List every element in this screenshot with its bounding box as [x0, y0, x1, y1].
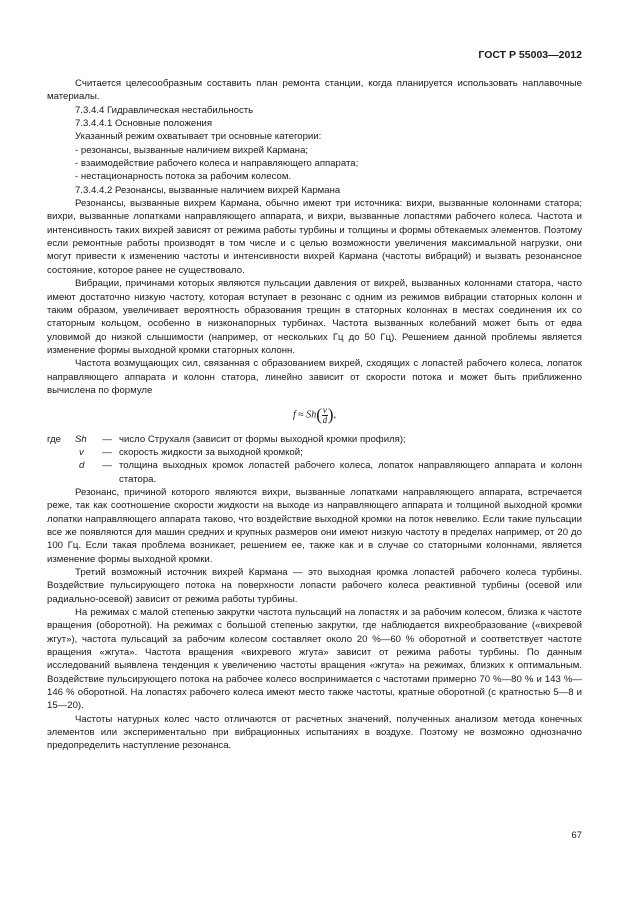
paragraph: Частоты натурных колес часто отличаются от расчетных значений, полученных анализом метода конечных элементов или экспериментально при вибрационных испытаниях в воздухе. Поэтому не возможно однозначно предопределить наступление резонанса. — [47, 713, 582, 752]
section-heading: 7.3.4.4 Гидравлическая нестабильность — [75, 104, 254, 116]
paragraph: Вибрации, причинами которых являются пульсации давления от вихрей, вызванных колоннами статора, часто имеют достаточно низкую частоту, которая вступает в резонанс с одним из режимов вибрации статорных колонн и таким образом, увеличивает вероятность образования трещин в статорных колоннах в местах соединения их со статорным кольцом, особенно в низконапорных турбинах. Частота вызванных колебаний может быть от едва уловимой до низкой слышимости (например, от нескольких Гц до 50 Гц). Решением данной проблемы является изменение формы выходной кромки статорных колонн. — [47, 278, 582, 356]
formula-numerator: v — [322, 404, 327, 415]
section-heading: 7.3.4.4.2 Резонансы, вызванные наличием вихрей Кармана — [75, 184, 341, 196]
definition-symbol: v — [79, 446, 84, 458]
definition-prefix: где — [47, 433, 62, 445]
formula-denominator: d — [322, 414, 328, 425]
paragraph: Резонансы, вызванные вихрем Кармана, обычно имеют три источника: вихри, вызванные колоннами статора; вихри, вызванные лопатками направляющего аппарата, и вихри, вызванные лопастями рабочего колеса. Частота и интенсивность таких вихрей зависят от режима работы турбины и толщины и формы обтекаемых элементов. Поэтому если ремонтные работы производят в том числе и с целью возможности увеличения максимальной нагрузки, они могут привести к изменению частоты и интенсивности вихрей Кармана (частоты вибраций) и вызвать резонансное состояние, которое ранее не существовало. — [47, 198, 582, 276]
document-body — [47, 77, 582, 753]
definition-symbol: d — [79, 460, 85, 472]
paragraph: Частота возмущающих сил, связанная с образованием вихрей, сходящих с лопастей рабочего колеса, лопаток направляющего аппарата и колонн статора, линейно зависит от скорости потока и может быть приближенно вычислена по формуле — [47, 358, 582, 396]
section-heading: 7.3.4.4.1 Основные положения — [75, 118, 213, 130]
definition-dash: — — [102, 460, 112, 472]
formula-paren-left: ( — [316, 405, 322, 425]
definition-prefix — [47, 446, 75, 459]
formula-approx: ≈ — [298, 409, 304, 421]
definition-text: толщина выходных кромок лопастей рабочего колеса, лопаток направляющего аппарата и колонн статора. — [119, 460, 582, 485]
formula-tail: , — [333, 409, 337, 421]
definition-row — [47, 446, 582, 459]
definitions-list — [47, 433, 582, 486]
paragraph: Резонанс, причиной которого являются вихри, вызванные лопатками направляющего аппарата, встречается реже, так как соотношение скорости жидкости на выходе из направляющего аппарата и толщиной выходной кромки лопатки направляющего аппарата таково, что воздействие выходной кромки на поток невелико. Если такие пульсации все же появляются для машин средних и крупных размеров они имеют низкую частоту в пределах например, от 20 до 100 Гц. Если такая проблема возникает, решением ее, также как и в случае со статорными колоннами, является изменение формы выходной кромки. — [47, 486, 582, 565]
definition-row — [47, 433, 582, 446]
paragraph: Указанный режим охватывает три основные категории: — [75, 131, 322, 143]
definition-row — [47, 459, 582, 486]
strouhal-formula — [47, 403, 582, 427]
list-item: - резонансы, вызванные наличием вихрей Кармана; — [75, 144, 309, 156]
document-id: ГОСТ Р 55003—2012 — [478, 49, 582, 61]
definition-text: число Струхаля (зависит от формы выходной кромки профиля); — [119, 433, 406, 445]
paragraph: На режимах с малой степенью закрутки частота пульсаций на лопастях и за рабочим колесом, близка к частоте вращения (оборотной). На режимах с большой степенью закрутки, где наблюдается вихреобразование («вихревой жгут»), частота пульсаций за рабочим колесом составляет около 20 %—60 % оборотной и соответствует частоте вращения «жгута». Частота вращения «вихревого жгута» зависит от режима работы турбины. По данным исследований выявлена тенденция к увеличению частоты вращения «жгута» на режимах, близких к оптимальным. Воздействие пульсирующего потока на рабочее колесо воспринимается с частотами примерно 70 %—80 % и 143 %—146 % оборотной. На лопастях рабочего колеса имеют место также частоты, кратные оборотной (с кратностью 5—8 и 15—20). — [47, 607, 582, 712]
formula-sh: Sh — [306, 409, 317, 421]
formula-paren-right: ) — [327, 405, 334, 425]
list-item: - взаимодействие рабочего колеса и направляющего аппарата; — [75, 158, 359, 170]
page-number: 67 — [571, 830, 582, 841]
formula-lhs: f — [292, 409, 296, 421]
definition-dash: — — [102, 433, 112, 445]
definition-dash: — — [102, 446, 112, 458]
paragraph: Считается целесообразным составить план ремонта станции, когда планируется использовать наплавочные материалы. — [47, 78, 582, 103]
definition-prefix — [47, 459, 75, 486]
definition-symbol: Sh — [75, 433, 87, 445]
paragraph: Третий возможный источник вихрей Кармана — это выходная кромка лопастей рабочего колеса турбины. Воздействие пульсирующего потока на поверхности лопасти рабочего колеса реактивной турбины (осевой или радиально-осевой) зависит от режима работы турбины. — [47, 566, 582, 605]
list-item: - нестационарность потока за рабочим колесом. — [75, 171, 292, 183]
definition-text: скорость жидкости за выходной кромкой; — [119, 446, 303, 458]
